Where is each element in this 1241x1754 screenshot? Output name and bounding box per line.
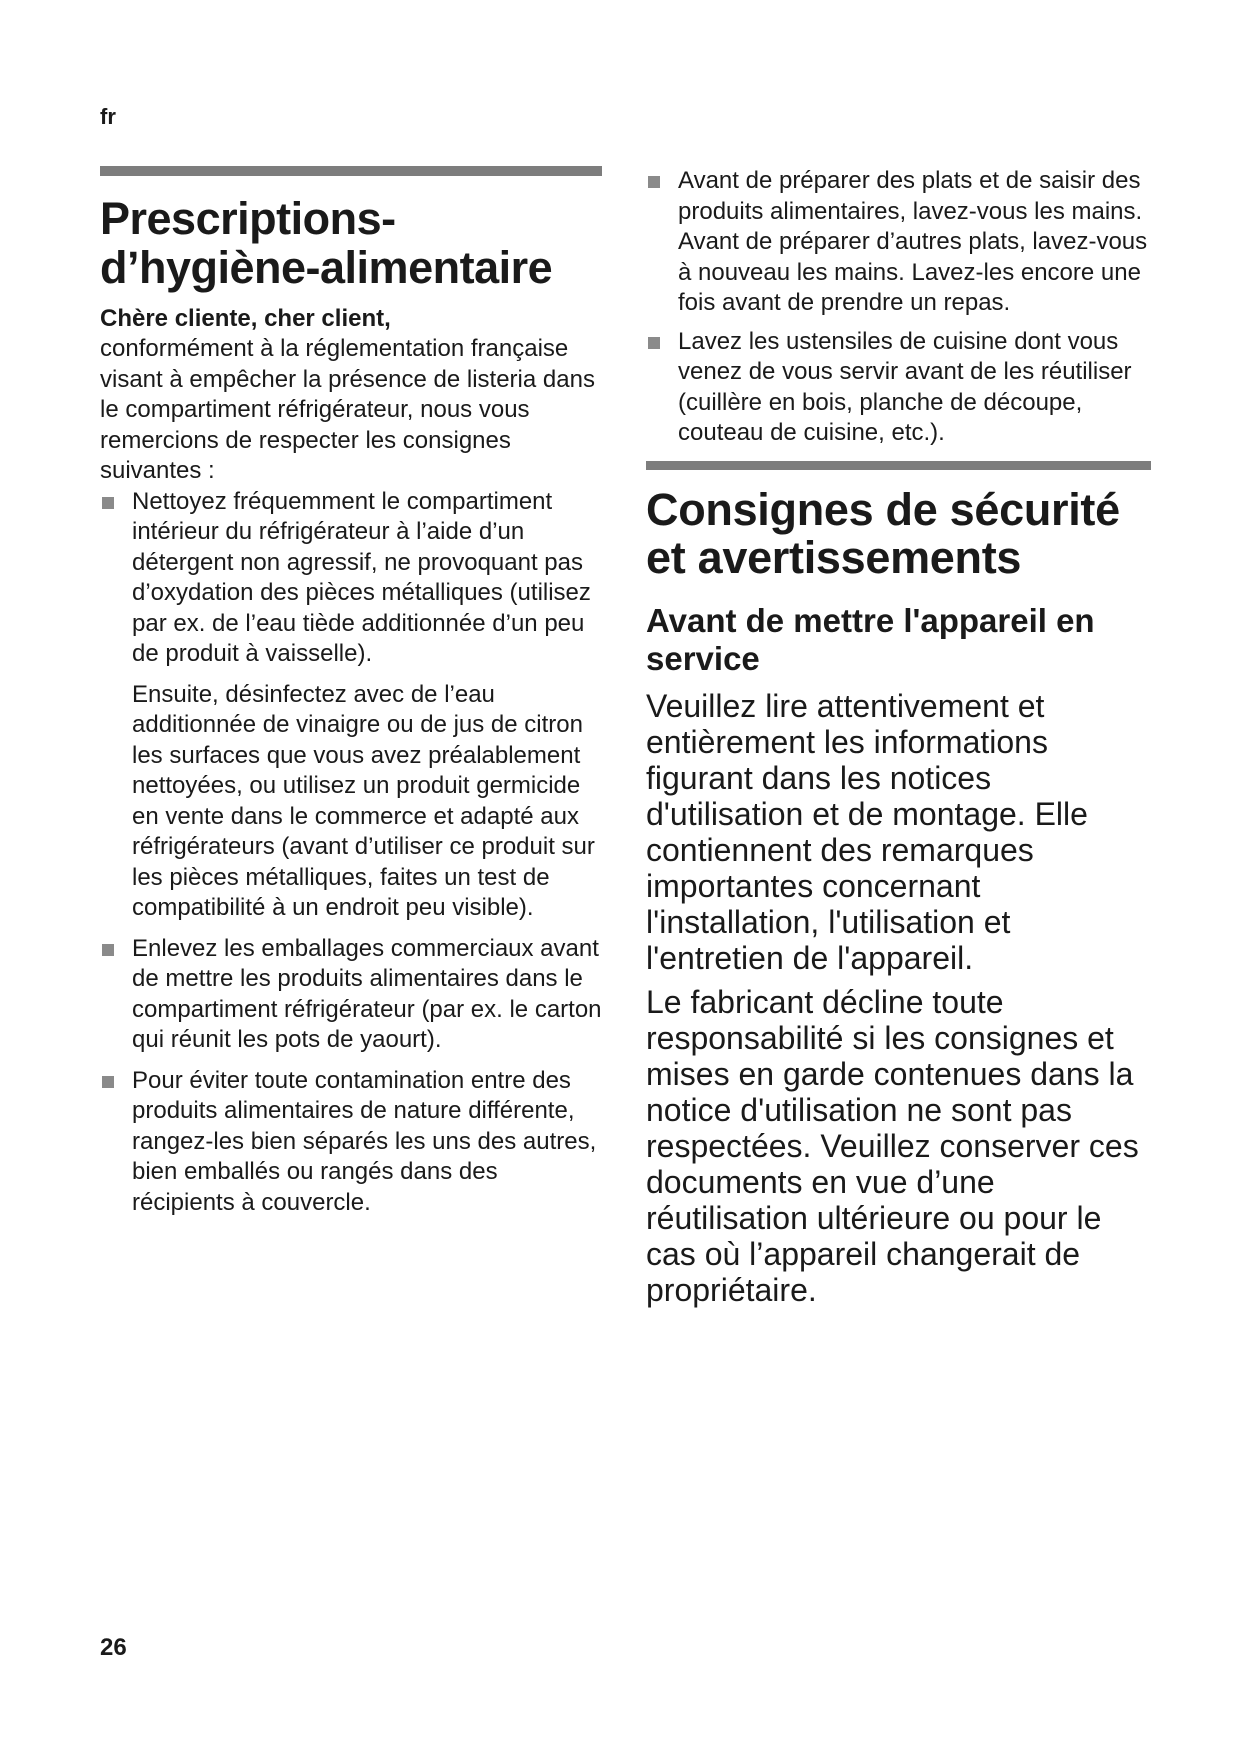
square-bullet-icon bbox=[648, 337, 660, 349]
list-item bbox=[100, 487, 602, 924]
list-item-text: Avant de préparer des plats et de saisir des produits alimentaires, lavez-vous les mains. Avant de préparer d’autres plats, lavez-vous à nouveau les mains. Lavez-les encore une fois avant de prendre un repas. bbox=[678, 167, 1148, 316]
right-column bbox=[646, 166, 1151, 1308]
safety-paragraph: Veuillez lire attentivement et entièrement les informations figurant dans les notices d'utilisation et de montage. Elle contiennent des remarques importantes concernant l'installation, l'utilisation et l'entretien de l'appareil. bbox=[646, 687, 1088, 976]
language-code: fr bbox=[100, 104, 116, 129]
page-number: 26 bbox=[100, 1634, 127, 1661]
section-rule bbox=[646, 461, 1151, 470]
list-item bbox=[646, 166, 1151, 319]
hygiene-list bbox=[100, 487, 602, 1219]
list-item-text: Enlevez les emballages commerciaux avant de mettre les produits alimentaires dans le compartiment réfrigérateur (par ex. le carton qui réunit les pots de yaourt). bbox=[132, 934, 602, 1053]
square-bullet-icon bbox=[102, 497, 114, 509]
square-bullet-icon bbox=[648, 176, 660, 188]
list-item-text: Pour éviter toute contamination entre des produits alimentaires de nature différente, rangez-les bien séparés les uns des autres, bien emballés ou rangés dans des récipients à couvercle. bbox=[132, 1066, 597, 1216]
greeting: Chère cliente, cher client, bbox=[100, 305, 391, 332]
intro-paragraph: conformément à la réglementation française visant à empêcher la présence de listeria dans le compartiment réfrigérateur, nous vous remercions de respecter les consignes suivantes : bbox=[100, 335, 595, 484]
safety-paragraph: Le fabricant décline toute responsabilité si les consignes et mises en garde contenues dans la notice d'utilisation ne sont pas respectées. Veuillez conserver ces documents en vue d’une réutilisation ultérieure ou pour le cas où l’appareil changerait de propriétaire. bbox=[646, 983, 1139, 1308]
square-bullet-icon bbox=[102, 944, 114, 956]
hygiene-title: Prescriptions- d’hygiène-alimentaire bbox=[100, 193, 553, 293]
list-item-text: Nettoyez fréquemment le compartiment intérieur du réfrigérateur à l’aide d’un détergent non agressif, ne provoquant pas d’oxydation des pièces métalliques (utilisez par ex. de l’eau tiède additionnée d’un peu de produit à vaisselle). bbox=[132, 487, 591, 667]
list-item bbox=[100, 1066, 602, 1219]
before-use-subtitle: Avant de mettre l'appareil en service bbox=[646, 601, 1095, 677]
square-bullet-icon bbox=[102, 1076, 114, 1088]
safety-title: Consignes de sécurité et avertissements bbox=[646, 483, 1120, 583]
list-item-followup: Ensuite, désinfectez avec de l’eau additionnée de vinaigre ou de jus de citron les surfaces que vous avez préalablement nettoyées, ou utilisez un produit germicide en vente dans le commerce et adapté aux réfrigérateurs (avant d’utiliser ce produit sur les pièces métalliques, faites un test de compatibilité à un endroit peu visible). bbox=[132, 680, 595, 921]
list-item bbox=[646, 327, 1151, 449]
hygiene-list-continued bbox=[646, 166, 1151, 449]
list-item-text: Lavez les ustensiles de cuisine dont vous venez de vous servir avant de les réutiliser (cuillère en bois, planche de découpe, couteau de cuisine, etc.). bbox=[678, 327, 1132, 446]
list-item bbox=[100, 934, 602, 1056]
section-rule bbox=[100, 166, 602, 176]
left-column bbox=[100, 166, 602, 1228]
